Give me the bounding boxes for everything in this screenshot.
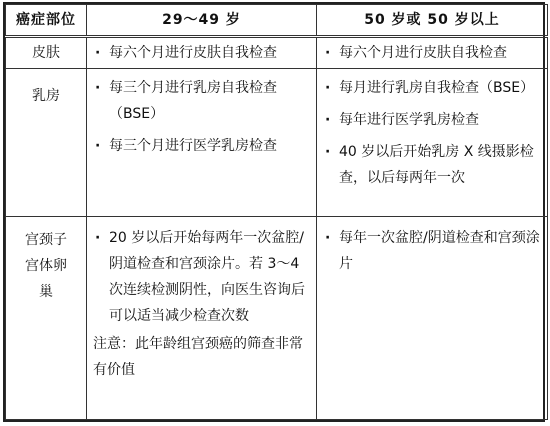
list-item (323, 40, 541, 66)
recommendation-cell (317, 217, 548, 420)
list-item (93, 225, 310, 329)
item-text: 20 岁以后开始每两年一次盆腔/阴道检查和宫颈涂片。若 3～4 次连续检测阴性，向医生咨询后可以适当减少检查次数 (109, 230, 305, 324)
screening-note: 注意：此年龄组宫颈癌的筛查非常有价值 (93, 336, 303, 378)
table-row (6, 37, 548, 69)
site-cell (6, 217, 87, 420)
item-text: 每年一次盆腔/阴道检查和宫颈涂片 (339, 230, 540, 272)
bullet-icon: · (325, 80, 331, 96)
list-item (323, 75, 541, 101)
list-item (323, 139, 541, 191)
site-cell: 乳房 (6, 69, 87, 217)
bullet-icon: · (325, 45, 331, 61)
item-text: 40 岁以后开始乳房 X 线摄影检查，以后每两年一次 (339, 144, 534, 186)
table-row (6, 69, 548, 217)
bullet-icon: · (325, 230, 331, 246)
header-age-50-plus: 50 岁或 50 岁以上 (317, 5, 548, 37)
item-text: 每六个月进行皮肤自我检查 (109, 45, 277, 61)
item-text: 每三个月进行乳房自我检查（BSE） (109, 80, 277, 122)
item-text: 每月进行乳房自我检查（BSE） (339, 80, 535, 96)
site-cell: 皮肤 (6, 37, 87, 69)
list-item (93, 75, 310, 127)
recommendation-cell (317, 69, 548, 217)
header-age-29-49: 29～49 岁 (87, 5, 317, 37)
screening-table-frame (3, 2, 545, 422)
item-text: 每六个月进行皮肤自我检查 (339, 45, 507, 61)
bullet-icon: · (95, 45, 101, 61)
recommendation-cell (317, 37, 548, 69)
table-row (6, 217, 548, 420)
list-item (323, 107, 541, 133)
bullet-icon: · (95, 80, 101, 96)
item-text: 每年进行医学乳房检查 (339, 112, 479, 128)
list-item (93, 40, 310, 66)
cancer-screening-table (5, 4, 548, 420)
list-item (93, 133, 310, 159)
bullet-icon: · (325, 144, 331, 160)
header-row (6, 5, 548, 37)
item-text: 每三个月进行医学乳房检查 (109, 138, 277, 154)
site-label: 宫颈子宫体卵巢 (24, 232, 67, 300)
recommendation-cell (87, 69, 317, 217)
bullet-icon: · (95, 230, 101, 246)
recommendation-cell (87, 37, 317, 69)
list-item (323, 225, 541, 277)
header-site: 癌症部位 (6, 5, 87, 37)
recommendation-cell (87, 217, 317, 420)
bullet-icon: · (95, 138, 101, 154)
bullet-icon: · (325, 112, 331, 128)
